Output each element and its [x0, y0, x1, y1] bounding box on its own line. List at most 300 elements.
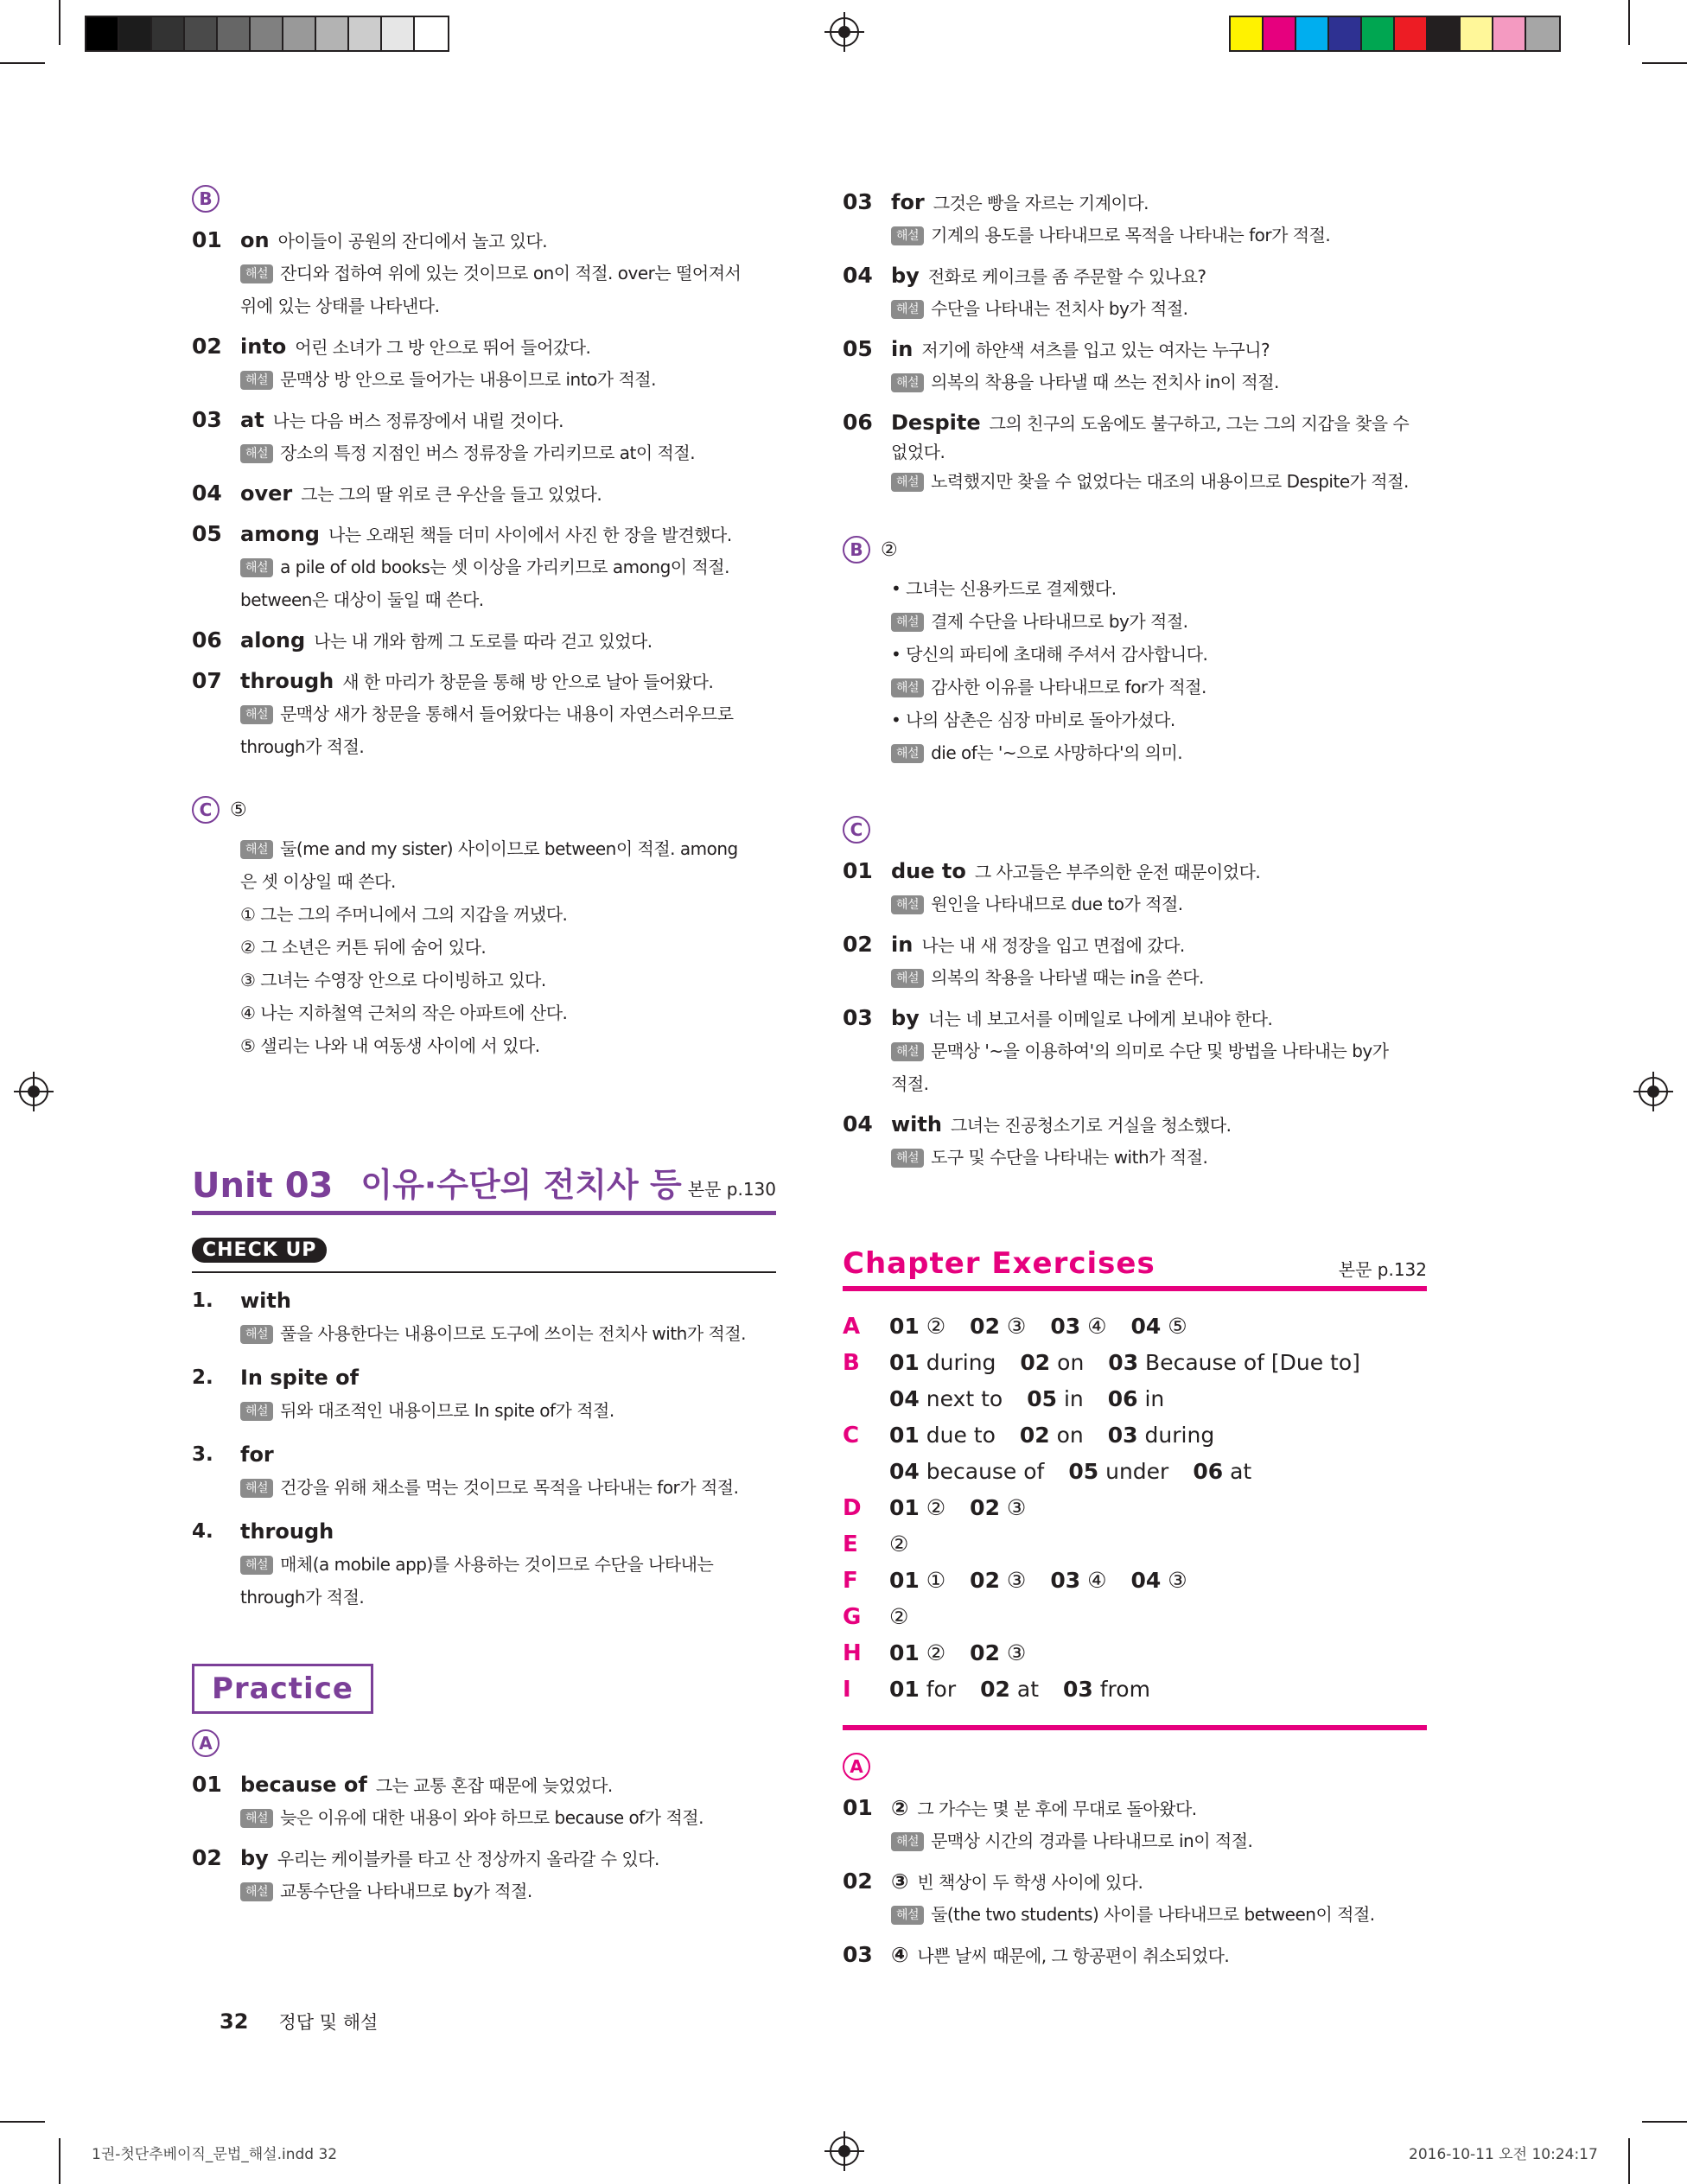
item-number: 3.: [192, 1443, 213, 1466]
explanation-text: 늦은 이유에 대한 내용이 와야 하므로 because of가 적절.: [280, 1807, 703, 1828]
exercise-letter: A: [843, 1314, 861, 1340]
explanation-line: [240, 551, 776, 583]
explanation-text: 건강을 위해 채소를 먹는 것이므로 목적을 나타내는 for가 적절.: [280, 1477, 739, 1498]
exercise-letter: F: [843, 1568, 858, 1594]
explanation-badge: 해설: [891, 678, 924, 697]
answer-item: [192, 404, 776, 469]
answer-item: [843, 1792, 1427, 1857]
answer-key-row: [843, 1599, 1427, 1635]
exercise-answers: [889, 1635, 1050, 1671]
answer-key-row: [843, 1671, 1427, 1708]
example-sentence: • 당신의 파티에 초대해 주셔서 감사합니다.: [891, 644, 1208, 665]
color-swatch: [1493, 17, 1526, 50]
explanation-text: 의복의 착용을 나타낼 때는 in을 쓴다.: [931, 967, 1204, 988]
item-number: 03: [843, 1942, 873, 1967]
item-number: 06: [843, 410, 873, 435]
explanation-badge: 해설: [891, 744, 924, 763]
left-column: [192, 181, 776, 1907]
option-line: ② 그 소년은 커튼 뒤에 숨어 있다.: [240, 937, 487, 958]
answer-pair: [1050, 1314, 1106, 1339]
answer-value: under: [1105, 1459, 1169, 1484]
exercise-letter: E: [843, 1531, 858, 1557]
translation: 나쁜 날씨 때문에, 그 항공편이 취소되었다.: [917, 1945, 1230, 1966]
item-number: 07: [192, 668, 222, 693]
item-body: [891, 1792, 1427, 1857]
item-answer-line: [240, 331, 776, 363]
item-number: 01: [192, 227, 222, 252]
item-body: [240, 478, 776, 510]
explanation-badge: 해설: [240, 371, 273, 390]
answer-number: 01: [889, 1640, 920, 1665]
answer-number: 03: [1050, 1568, 1081, 1593]
explanation-text: die of는 '~으로 사망하다'의 의미.: [931, 742, 1183, 763]
top-items: [843, 187, 1427, 498]
answer-number: 01: [889, 1495, 920, 1520]
answer-pair: [889, 1314, 945, 1339]
answer-item: [843, 1109, 1427, 1174]
slug-timestamp: 2016-10-11 오전 10:24:17: [1409, 2146, 1598, 2163]
explanation-text: a pile of old books는 셋 이상을 가리키므로 among이 적절.: [280, 557, 729, 577]
explanation-badge: 해설: [240, 1325, 273, 1344]
answer-item: [843, 856, 1427, 920]
checkup-heading: [192, 1238, 776, 1263]
explanation-text: 결제 수단을 나타내므로 by가 적절.: [931, 611, 1188, 632]
explanation-text: 수단을 나타내는 전치사 by가 적절.: [931, 298, 1188, 319]
answer-item: [192, 665, 776, 763]
explanation-badge: 해설: [891, 226, 924, 245]
answer-item: [192, 519, 776, 616]
item-body: [891, 407, 1427, 498]
answer-pair: [1063, 1677, 1150, 1702]
crop-mark: [1642, 2121, 1687, 2123]
item-number: 04: [843, 1111, 873, 1137]
explanation-line: [240, 1471, 776, 1504]
practice-items: [192, 1769, 776, 1907]
explanation-badge: 해설: [240, 1882, 273, 1901]
crop-mark: [1628, 2138, 1630, 2184]
color-swatch: [251, 17, 283, 50]
answer-value: due to: [926, 1423, 996, 1448]
exercise-answers: [889, 1490, 1050, 1526]
translation: 그녀는 진공청소기로 거실을 청소했다.: [950, 1115, 1232, 1136]
translation: 저기에 하얀색 셔츠를 입고 있는 여자는 누구니?: [921, 340, 1270, 360]
explanation-badge: 해설: [240, 1556, 273, 1575]
translation: 나는 오래된 책들 더미 사이에서 사진 한 장을 발견했다.: [328, 525, 732, 545]
explanation-badge: 해설: [891, 1042, 924, 1061]
unit-number: Unit 03: [192, 1166, 334, 1206]
answer-value: ⑤: [1168, 1314, 1187, 1339]
explanation-text: 풀을 사용한다는 내용이므로 도구에 쓰이는 전치사 with가 적절.: [280, 1323, 747, 1344]
explanation: [240, 832, 776, 898]
exercise-letter: C: [843, 1423, 860, 1449]
item-answer-line: [240, 1843, 776, 1875]
answer-value: ②: [926, 1314, 946, 1339]
exercise-answers: [889, 1308, 1212, 1345]
answer-word: along: [240, 628, 306, 653]
answer-number: 01: [889, 1350, 920, 1375]
item-answer-line: [891, 1792, 1427, 1824]
answer-pair: [1020, 1350, 1084, 1375]
explanation-text: 감사한 이유를 나타내므로 for가 적절.: [931, 677, 1206, 697]
exercise-answers: [889, 1417, 1238, 1454]
item-number: 04: [843, 263, 873, 288]
item-body: [240, 665, 776, 763]
page-reference: 본문 p.130: [687, 1179, 776, 1200]
exercise-answers: [889, 1454, 1276, 1490]
answer-word: by: [891, 1006, 920, 1030]
explanation-line: [891, 1824, 1427, 1857]
explanation-text: 문맥상 시간의 경과를 나타내므로 in이 적절.: [931, 1831, 1253, 1851]
answer-number: 01: [889, 1677, 920, 1702]
practice-label: Practice: [192, 1664, 373, 1714]
explanation-line: [891, 465, 1427, 498]
color-swatch: [1526, 17, 1559, 50]
answer-item: [843, 260, 1427, 325]
explanation-line: [240, 436, 776, 469]
section-c-heading: [843, 812, 1427, 847]
exercise-letter: B: [843, 1350, 860, 1376]
exercise-answers: [889, 1345, 1385, 1381]
item-answer-line: [891, 1003, 1427, 1035]
practice-heading: [192, 1664, 776, 1714]
answer-number: 02: [970, 1640, 1000, 1665]
answer-value: ①: [926, 1568, 946, 1593]
item-answer-line: [240, 1285, 776, 1317]
section-marker: A: [843, 1753, 870, 1780]
gray-color-bar: [85, 16, 449, 52]
answer-number: 02: [980, 1677, 1010, 1702]
explanation-badge: 해설: [891, 1149, 924, 1168]
page-footer: [220, 2009, 378, 2034]
explanation-badge: 해설: [891, 473, 924, 492]
item-answer-line: [891, 407, 1427, 439]
example-sentence: • 나의 삼촌은 심장 마비로 돌아가셨다.: [891, 710, 1175, 730]
right-column: [843, 187, 1427, 1971]
answer-pair: [1193, 1459, 1251, 1484]
explanation-badge: 해설: [891, 969, 924, 988]
answer-number: 02: [970, 1568, 1000, 1593]
answer-word: because of: [240, 1773, 367, 1797]
answer-word: with: [891, 1112, 942, 1137]
answer-word: over: [240, 481, 293, 506]
explanation-badge: 해설: [891, 613, 924, 632]
section-b-heading: [843, 532, 1427, 567]
item-body: [891, 1939, 1427, 1971]
item-number: 02: [192, 1845, 222, 1870]
answer-item: [843, 1939, 1427, 1971]
translation: 우리는 케이블카를 타고 산 정상까지 올라갈 수 있다.: [277, 1849, 659, 1869]
explanation-line: [240, 697, 776, 730]
section-answer: ⑤: [230, 799, 247, 821]
answer-pair: [970, 1495, 1026, 1520]
answer-word: by: [891, 264, 920, 288]
answer-pair: [970, 1640, 1026, 1665]
answer-number: 02: [1020, 1350, 1051, 1375]
registration-mark-icon: [830, 2136, 859, 2166]
item-answer-line: [240, 225, 776, 257]
translation: 그의 친구의 도움에도 불구하고, 그는 그의 지갑을 찾을 수: [989, 413, 1410, 434]
answer-number: 01: [889, 1423, 920, 1448]
answer-word: in: [891, 337, 914, 361]
translation: 그는 그의 딸 위로 큰 우산을 들고 있었다.: [301, 484, 602, 505]
item-number: 2.: [192, 1366, 213, 1389]
translation: 어린 소녀가 그 방 안으로 뛰어 들어갔다.: [295, 337, 591, 358]
answer-item: [192, 1516, 776, 1614]
chapter-title: Chapter Exercises: [843, 1246, 1155, 1281]
unit-subtitle: 이유·수단의 전치사 등: [360, 1166, 682, 1204]
explanation-badge: 해설: [891, 1832, 924, 1851]
item-number: 05: [843, 336, 873, 361]
item-body: [891, 1003, 1427, 1100]
explanation-line: [891, 292, 1427, 325]
option-line: ⑤ 샐리는 나와 내 여동생 사이에 서 있다.: [240, 1035, 540, 1056]
item-number: 03: [843, 189, 873, 214]
answer-value: ②: [926, 1640, 946, 1665]
answer-word: for: [891, 190, 925, 214]
answer-word: ④: [891, 1943, 909, 1967]
answer-value: ③: [1006, 1495, 1027, 1520]
item-body: [240, 1516, 776, 1614]
exercise-letter: [843, 1454, 889, 1490]
answer-number: 04: [1130, 1314, 1162, 1339]
explanation-badge: 해설: [240, 1479, 273, 1498]
divider: [192, 1271, 776, 1273]
answer-item: [843, 407, 1427, 498]
answer-value: ②: [889, 1531, 909, 1557]
explanation-badge: 해설: [240, 558, 273, 577]
answer-key-row: [843, 1417, 1427, 1454]
explanation-text: 문맥상 새가 창문을 통해서 들어왔다는 내용이 자연스러우므로: [280, 704, 734, 724]
item-body: [240, 625, 776, 657]
answer-pair: [970, 1568, 1026, 1593]
translation: 빈 책상이 두 학생 사이에 있다.: [917, 1872, 1143, 1893]
section-marker: C: [192, 796, 220, 824]
answer-value: ②: [889, 1604, 909, 1629]
explanation-text: 원인을 나타내므로 due to가 적절.: [931, 894, 1183, 914]
answer-item: [843, 1003, 1427, 1100]
answer-pair: [1020, 1423, 1084, 1448]
exercise-answers: [889, 1526, 933, 1563]
item-answer-line: [240, 1769, 776, 1801]
color-swatch: [316, 17, 349, 50]
answer-pair: [889, 1531, 908, 1557]
explanation-line: [891, 605, 1427, 638]
item-body: [891, 1866, 1427, 1931]
section-marker: C: [843, 816, 870, 844]
item-answer-line: [891, 1866, 1427, 1898]
answer-value: ③: [1006, 1314, 1027, 1339]
answer-value: because of: [926, 1459, 1045, 1484]
item-body: [240, 1439, 776, 1504]
explanation-badge: 해설: [240, 264, 273, 283]
answer-number: 05: [1027, 1386, 1057, 1411]
color-swatch: [1264, 17, 1296, 50]
section-answer: ②: [881, 538, 898, 561]
item-body: [891, 334, 1427, 398]
answer-number: 02: [970, 1495, 1000, 1520]
answer-key: [843, 1308, 1427, 1708]
item-number: 01: [192, 1772, 222, 1797]
section-marker: A: [192, 1729, 220, 1757]
item-number: 03: [192, 407, 222, 432]
answer-value: ③: [1006, 1568, 1027, 1593]
exercise-answers: [889, 1599, 933, 1635]
explanation-text: 둘(me and my sister) 사이이므로 between이 적절. among: [280, 838, 738, 859]
explanation-text: 매체(a mobile app)를 사용하는 것이므로 수단을 나타내는: [280, 1554, 714, 1575]
answer-word: with: [240, 1289, 291, 1313]
item-body: [891, 1109, 1427, 1174]
answer-item: [192, 625, 776, 657]
section-b-body: [843, 572, 1427, 769]
answer-number: 06: [1193, 1459, 1224, 1484]
item-body: [891, 260, 1427, 325]
section-a-heading: [843, 1749, 1427, 1784]
color-swatch: [1461, 17, 1493, 50]
answer-key-row: [843, 1563, 1427, 1599]
item-number: 4.: [192, 1520, 213, 1543]
answer-pair: [1108, 1350, 1360, 1375]
item-answer-line: [240, 1362, 776, 1394]
explanation-text: 장소의 특정 지점인 버스 정류장을 가리키므로 at이 적절.: [280, 443, 696, 463]
color-swatch: [1296, 17, 1329, 50]
explanation-line: [240, 1801, 776, 1834]
item-number: 02: [843, 932, 873, 957]
translation: 그것은 빵을 자르는 기계이다.: [933, 193, 1149, 213]
answer-pair: [889, 1640, 945, 1665]
translation-continued: 없었다.: [891, 442, 945, 462]
answer-number: 02: [1019, 1423, 1050, 1448]
item-answer-line: [891, 1939, 1427, 1971]
answer-word: Despite: [891, 411, 981, 435]
answer-number: 04: [889, 1386, 920, 1411]
item-number: 03: [843, 1005, 873, 1030]
color-swatch: [1231, 17, 1264, 50]
answer-value: next to: [926, 1386, 1003, 1411]
explanation-line: [240, 363, 776, 396]
answer-value: Because of [Due to]: [1145, 1350, 1360, 1375]
color-swatch: [86, 17, 119, 50]
option-line: ③ 그녀는 수영장 안으로 다이빙하고 있다.: [240, 970, 546, 990]
answer-number: 02: [970, 1314, 1000, 1339]
answer-pair: [1108, 1423, 1214, 1448]
answer-pair: [889, 1604, 908, 1629]
explanation-text: 둘(the two students) 사이를 나타내므로 between이 적절.: [931, 1904, 1375, 1925]
answer-value: during: [926, 1350, 996, 1375]
answer-item: [192, 1362, 776, 1427]
item-number: 1.: [192, 1289, 213, 1312]
answer-number: 04: [889, 1459, 920, 1484]
section-b-heading: [192, 181, 776, 216]
answer-item: [192, 331, 776, 396]
crop-mark: [1628, 0, 1630, 45]
answer-item: [192, 1769, 776, 1834]
answer-key-row: [843, 1490, 1427, 1526]
registration-mark-icon: [1639, 1077, 1668, 1106]
item-body: [240, 1843, 776, 1907]
translation: 그는 교통 혼잡 때문에 늦었었다.: [375, 1775, 613, 1796]
item-body: [240, 404, 776, 469]
explanation-line: [891, 888, 1427, 920]
answer-value: during: [1144, 1423, 1215, 1448]
option-line: ④ 나는 지하철역 근처의 작은 아파트에 산다.: [240, 1003, 568, 1023]
section-a-items: [843, 1792, 1427, 1971]
explanation-line: [240, 257, 776, 290]
answer-value: at: [1016, 1677, 1039, 1702]
answer-key-row: [843, 1308, 1427, 1345]
color-swatch: [1362, 17, 1395, 50]
page-number: 32: [220, 2009, 249, 2034]
explanation-line: [891, 961, 1427, 994]
item-body: [891, 187, 1427, 252]
explanation-line: [891, 671, 1427, 704]
answer-item: [843, 187, 1427, 252]
translation: 아이들이 공원의 잔디에서 놀고 있다.: [277, 231, 548, 252]
explanation-text: 교통수단을 나타내므로 by가 적절.: [280, 1881, 532, 1901]
explanation-text: 잔디와 접하여 위에 있는 것이므로 on이 적절. over는 떨어져서: [280, 263, 742, 283]
answer-value: from: [1099, 1677, 1150, 1702]
crop-mark: [59, 0, 60, 45]
item-answer-line: [891, 929, 1427, 961]
exercise-letter: [843, 1381, 889, 1417]
item-answer-line: [891, 260, 1427, 292]
answer-number: 06: [1107, 1386, 1138, 1411]
answer-word: due to: [891, 859, 966, 883]
answer-value: ③: [1006, 1640, 1027, 1665]
item-number: 04: [192, 481, 222, 506]
color-swatch: [283, 17, 316, 50]
explanation-line: [891, 1141, 1427, 1174]
explanation-continued: through가 적절.: [240, 1587, 365, 1608]
color-swatch: [415, 17, 448, 50]
color-swatch: [152, 17, 185, 50]
answer-number: 03: [1050, 1314, 1081, 1339]
answer-pair: [889, 1386, 1003, 1411]
explanation-continued: through가 적절.: [240, 736, 365, 757]
item-answer-line: [240, 478, 776, 510]
answer-pair: [1131, 1568, 1187, 1593]
answer-number: 03: [1107, 1423, 1138, 1448]
color-swatch: [218, 17, 251, 50]
explanation-badge: 해설: [891, 300, 924, 319]
explanation-badge: 해설: [240, 1809, 273, 1828]
translation: 나는 다음 버스 정류장에서 내릴 것이다.: [272, 411, 563, 431]
item-body: [240, 1769, 776, 1834]
answer-pair: [889, 1459, 1044, 1484]
registration-mark-icon: [19, 1077, 48, 1106]
exercise-answers: [889, 1671, 1175, 1708]
section-marker: B: [843, 536, 870, 564]
answer-value: on: [1057, 1350, 1085, 1375]
explanation-badge: 해설: [891, 895, 924, 914]
item-answer-line: [891, 1109, 1427, 1141]
crop-mark: [0, 2121, 45, 2123]
answer-item: [843, 334, 1427, 398]
explanation-badge: 해설: [891, 1906, 924, 1925]
answer-word: for: [240, 1442, 274, 1467]
explanation-continued: 위에 있는 상태를 나타낸다.: [240, 296, 440, 316]
item-answer-line: [240, 665, 776, 697]
section-marker: B: [192, 185, 220, 213]
item-body: [240, 1362, 776, 1427]
example-sentence: • 그녀는 신용카드로 결제했다.: [891, 578, 1117, 599]
answer-word: through: [240, 1519, 334, 1544]
divider: [843, 1725, 1427, 1730]
explanation-line: [891, 366, 1427, 398]
answer-item: [843, 929, 1427, 994]
color-swatch: [1428, 17, 1461, 50]
exercise-letter: G: [843, 1604, 862, 1630]
practice-section-a-heading: [192, 1726, 776, 1761]
